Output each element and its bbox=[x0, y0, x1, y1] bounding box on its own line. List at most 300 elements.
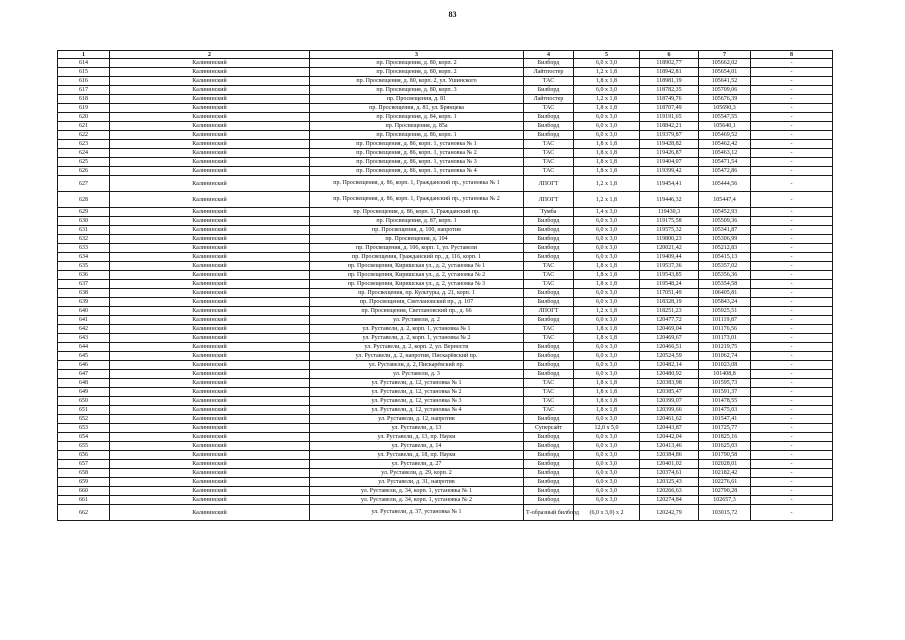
table-row bbox=[58, 325, 833, 334]
structure-type-cell: Билборд bbox=[524, 86, 574, 95]
coord-x-cell: 120383,98 bbox=[640, 379, 699, 388]
size-cell: 1,8 х 1,8 bbox=[574, 388, 640, 397]
coord-y-cell: 101176,56 bbox=[699, 325, 751, 334]
structure-type-cell: ТАС bbox=[524, 325, 574, 334]
table-row bbox=[58, 131, 833, 140]
coord-x-cell: 118842,21 bbox=[640, 122, 699, 131]
table-row bbox=[58, 352, 833, 361]
note-cell: - bbox=[751, 95, 833, 104]
note-cell: - bbox=[751, 388, 833, 397]
col-header-2: 2 bbox=[110, 51, 310, 59]
coord-x-cell: 117051,49 bbox=[640, 289, 699, 298]
row-number-cell: 636 bbox=[58, 271, 110, 280]
note-cell: - bbox=[751, 415, 833, 424]
coord-x-cell: 118782,35 bbox=[640, 86, 699, 95]
address-cell: ул. Руставели, д. 2, напротив, Пискарёвский пр. bbox=[310, 352, 524, 361]
structure-type-cell: ТАС bbox=[524, 280, 574, 289]
structure-type-cell: ТАС bbox=[524, 406, 574, 415]
coord-y-cell: 101219,75 bbox=[699, 343, 751, 352]
district-cell: Калининский bbox=[110, 244, 310, 253]
coord-y-cell: 105925,51 bbox=[699, 307, 751, 316]
address-cell: ул. Руставели, д. 2, Пискарёвский пр. bbox=[310, 361, 524, 370]
table-row bbox=[58, 235, 833, 244]
district-cell: Калининский bbox=[110, 316, 310, 325]
district-cell: Калининский bbox=[110, 496, 310, 505]
district-cell: Калининский bbox=[110, 451, 310, 460]
district-cell: Калининский bbox=[110, 208, 310, 217]
structure-type-cell: Билборд bbox=[524, 442, 574, 451]
coord-y-cell: 105463,12 bbox=[699, 149, 751, 158]
coord-x-cell: 120443,87 bbox=[640, 424, 699, 433]
size-cell: 6,0 х 3,0 bbox=[574, 460, 640, 469]
note-cell: - bbox=[751, 113, 833, 122]
coord-y-cell: 105444,56 bbox=[699, 176, 751, 192]
size-cell: 1,8 х 1,8 bbox=[574, 262, 640, 271]
structure-type-cell: ТАС bbox=[524, 158, 574, 167]
address-cell: пр. Просвещения, Светлановский пр., д. 66 bbox=[310, 307, 524, 316]
table-row bbox=[58, 406, 833, 415]
coord-y-cell: 105469,52 bbox=[699, 131, 751, 140]
district-cell: Калининский bbox=[110, 307, 310, 316]
district-cell: Калининский bbox=[110, 217, 310, 226]
district-cell: Калининский bbox=[110, 131, 310, 140]
table-row bbox=[58, 158, 833, 167]
coord-y-cell: 101595,73 bbox=[699, 379, 751, 388]
address-cell: пр. Просвещения, д. 86, корп. 1 bbox=[310, 131, 524, 140]
row-number-cell: 645 bbox=[58, 352, 110, 361]
table-row bbox=[58, 478, 833, 487]
coord-x-cell: 120399,07 bbox=[640, 397, 699, 406]
row-number-cell: 628 bbox=[58, 192, 110, 208]
size-cell: 6,0 х 3,0 bbox=[574, 469, 640, 478]
structure-type-cell: Билборд bbox=[524, 59, 574, 68]
row-number-cell: 647 bbox=[58, 370, 110, 379]
coord-x-cell: 119175,58 bbox=[640, 217, 699, 226]
structure-type-cell: ЛПОГТ bbox=[524, 192, 574, 208]
table-row bbox=[58, 86, 833, 95]
district-cell: Калининский bbox=[110, 176, 310, 192]
coord-x-cell: 118981,19 bbox=[640, 77, 699, 86]
note-cell: - bbox=[751, 149, 833, 158]
size-cell: 6,0 х 3,0 bbox=[574, 235, 640, 244]
row-number-cell: 617 bbox=[58, 86, 110, 95]
coord-x-cell: 120442,04 bbox=[640, 433, 699, 442]
address-cell: пр. Просвещения, Киришская ул., д. 2, установка № 2 bbox=[310, 271, 524, 280]
table-row bbox=[58, 388, 833, 397]
coord-y-cell: 105341,87 bbox=[699, 226, 751, 235]
coord-x-cell: 120374,61 bbox=[640, 469, 699, 478]
row-number-cell: 660 bbox=[58, 487, 110, 496]
coord-y-cell: 101625,03 bbox=[699, 442, 751, 451]
address-cell: пр. Просвещения, д. 85а bbox=[310, 122, 524, 131]
note-cell: - bbox=[751, 235, 833, 244]
size-cell: 6,0 х 3,0 bbox=[574, 226, 640, 235]
structure-type-cell: Билборд bbox=[524, 433, 574, 442]
note-cell: - bbox=[751, 104, 833, 113]
district-cell: Калининский bbox=[110, 68, 310, 77]
address-cell: ул. Руставели, д. 34, корп. 1, установка № 1 bbox=[310, 487, 524, 496]
table-row bbox=[58, 343, 833, 352]
row-number-cell: 648 bbox=[58, 379, 110, 388]
coord-y-cell: 101408,8 bbox=[699, 370, 751, 379]
address-cell: ул. Руставели, д. 13, пр. Науки bbox=[310, 433, 524, 442]
address-cell: пр. Просвещения, Киришская ул., д. 2, установка № 3 bbox=[310, 280, 524, 289]
note-cell: - bbox=[751, 361, 833, 370]
table-row bbox=[58, 442, 833, 451]
coord-x-cell: 119454,41 bbox=[640, 176, 699, 192]
coord-x-cell: 118942,81 bbox=[640, 68, 699, 77]
row-number-cell: 659 bbox=[58, 478, 110, 487]
coord-y-cell: 103015,72 bbox=[699, 505, 751, 521]
row-number-cell: 658 bbox=[58, 469, 110, 478]
size-cell: 1,8 х 1,8 bbox=[574, 325, 640, 334]
size-cell: 6,0 х 3,0 bbox=[574, 59, 640, 68]
size-cell: 1,2 х 1,8 bbox=[574, 192, 640, 208]
coord-x-cell: 119537,36 bbox=[640, 262, 699, 271]
note-cell: - bbox=[751, 298, 833, 307]
district-cell: Калининский bbox=[110, 442, 310, 451]
coord-x-cell: 119430,3 bbox=[640, 208, 699, 217]
note-cell: - bbox=[751, 122, 833, 131]
address-cell: пр. Просвещения, д. 100, напротив bbox=[310, 226, 524, 235]
row-number-cell: 640 bbox=[58, 307, 110, 316]
address-cell: пр. Просвещения, д. 81, ул. Брянцева bbox=[310, 104, 524, 113]
coord-y-cell: 105354,58 bbox=[699, 280, 751, 289]
size-cell: 1,4 х 3,0 bbox=[574, 208, 640, 217]
col-header-6: 6 bbox=[640, 51, 699, 59]
coord-x-cell: 120385,47 bbox=[640, 388, 699, 397]
district-cell: Калининский bbox=[110, 424, 310, 433]
district-cell: Калининский bbox=[110, 460, 310, 469]
col-header-8: 8 bbox=[751, 51, 833, 59]
district-cell: Калининский bbox=[110, 167, 310, 176]
coord-x-cell: 120401,02 bbox=[640, 460, 699, 469]
table-row bbox=[58, 176, 833, 192]
note-cell: - bbox=[751, 496, 833, 505]
row-number-cell: 643 bbox=[58, 334, 110, 343]
column-number-row bbox=[58, 51, 833, 59]
table-row bbox=[58, 140, 833, 149]
size-cell: (6,0 х 3,0) х 2 bbox=[574, 505, 640, 521]
row-number-cell: 630 bbox=[58, 217, 110, 226]
note-cell: - bbox=[751, 244, 833, 253]
row-number-cell: 631 bbox=[58, 226, 110, 235]
structure-type-cell: Билборд bbox=[524, 370, 574, 379]
address-cell: пр. Просвещения, д. 80, корп. 2 bbox=[310, 68, 524, 77]
district-cell: Калининский bbox=[110, 379, 310, 388]
size-cell: 6,0 х 3,0 bbox=[574, 487, 640, 496]
size-cell: 6,0 х 3,0 bbox=[574, 316, 640, 325]
coord-x-cell: 120466,51 bbox=[640, 343, 699, 352]
structure-type-cell: ТАС bbox=[524, 397, 574, 406]
coord-y-cell: 105662,02 bbox=[699, 59, 751, 68]
district-cell: Калининский bbox=[110, 271, 310, 280]
coord-x-cell: 119379,87 bbox=[640, 131, 699, 140]
table-row bbox=[58, 217, 833, 226]
col-header-5: 5 bbox=[574, 51, 640, 59]
coord-y-cell: 105547,55 bbox=[699, 113, 751, 122]
address-cell: ул. Руставели, д. 37, установка № 1 bbox=[310, 505, 524, 521]
structure-type-cell: Тумба bbox=[524, 208, 574, 217]
size-cell: 6,0 х 3,0 bbox=[574, 361, 640, 370]
coord-y-cell: 105843,24 bbox=[699, 298, 751, 307]
table-row bbox=[58, 505, 833, 521]
col-header-1: 1 bbox=[58, 51, 110, 59]
structure-type-cell: Т-образный билборд bbox=[524, 505, 574, 521]
structure-type-cell: ТАС bbox=[524, 388, 574, 397]
note-cell: - bbox=[751, 253, 833, 262]
address-cell: ул. Руставели, д. 14 bbox=[310, 442, 524, 451]
structure-type-cell: ТАС bbox=[524, 77, 574, 86]
coord-y-cell: 102276,61 bbox=[699, 478, 751, 487]
note-cell: - bbox=[751, 271, 833, 280]
row-number-cell: 638 bbox=[58, 289, 110, 298]
table-row bbox=[58, 298, 833, 307]
row-number-cell: 614 bbox=[58, 59, 110, 68]
address-cell: ул. Руставели, д. 34, корп. 1, установка № 2 bbox=[310, 496, 524, 505]
address-cell: ул. Руставели, д. 12, установка № 4 bbox=[310, 406, 524, 415]
structure-type-cell: ЛПОГТ bbox=[524, 307, 574, 316]
size-cell: 1,8 х 1,8 bbox=[574, 77, 640, 86]
row-number-cell: 656 bbox=[58, 451, 110, 460]
table-row bbox=[58, 361, 833, 370]
coord-x-cell: 120477,72 bbox=[640, 316, 699, 325]
structure-type-cell: ТАС bbox=[524, 262, 574, 271]
address-cell: пр. Просвещения, д. 86, корп. 1, установка № 3 bbox=[310, 158, 524, 167]
district-cell: Калининский bbox=[110, 235, 310, 244]
size-cell: 6,0 х 3,0 bbox=[574, 217, 640, 226]
coord-y-cell: 105472,86 bbox=[699, 167, 751, 176]
row-number-cell: 619 bbox=[58, 104, 110, 113]
size-cell: 1,8 х 1,8 bbox=[574, 167, 640, 176]
table-row bbox=[58, 487, 833, 496]
coord-y-cell: 105709,06 bbox=[699, 86, 751, 95]
address-cell: пр. Просвещения, д. 87, корп. 1 bbox=[310, 217, 524, 226]
col-header-4: 4 bbox=[524, 51, 574, 59]
table-row bbox=[58, 59, 833, 68]
district-cell: Калининский bbox=[110, 140, 310, 149]
note-cell: - bbox=[751, 343, 833, 352]
district-cell: Калининский bbox=[110, 59, 310, 68]
structure-type-cell: ТАС bbox=[524, 140, 574, 149]
structure-type-cell: Билборд bbox=[524, 253, 574, 262]
size-cell: 1,8 х 1,8 bbox=[574, 104, 640, 113]
coord-x-cell: 119191,65 bbox=[640, 113, 699, 122]
coord-y-cell: 102657,3 bbox=[699, 496, 751, 505]
address-cell: ул. Руставели, д. 2 bbox=[310, 316, 524, 325]
coord-y-cell: 105356,36 bbox=[699, 271, 751, 280]
address-cell: ул. Руставели, д. 13 bbox=[310, 424, 524, 433]
size-cell: 1,8 х 1,8 bbox=[574, 406, 640, 415]
note-cell: - bbox=[751, 469, 833, 478]
size-cell: 6,0 х 3,0 bbox=[574, 352, 640, 361]
address-cell: ул. Руставели, д. 12, установка № 3 bbox=[310, 397, 524, 406]
row-number-cell: 649 bbox=[58, 388, 110, 397]
size-cell: 6,0 х 3,0 bbox=[574, 478, 640, 487]
structure-type-cell: Билборд bbox=[524, 244, 574, 253]
address-cell: ул. Руставели, д. 18, пр. Науки bbox=[310, 451, 524, 460]
size-cell: 6,0 х 3,0 bbox=[574, 131, 640, 140]
address-cell: пр. Просвещения, д. 86, корп. 1, установка № 4 bbox=[310, 167, 524, 176]
coord-y-cell: 101173,01 bbox=[699, 334, 751, 343]
structure-type-cell: ТАС bbox=[524, 379, 574, 388]
address-cell: ул. Руставели, д. 2, корп. 1, установка № 1 bbox=[310, 325, 524, 334]
coord-y-cell: 105462,42 bbox=[699, 140, 751, 149]
note-cell: - bbox=[751, 77, 833, 86]
structure-type-cell: ТАС bbox=[524, 334, 574, 343]
note-cell: - bbox=[751, 352, 833, 361]
district-cell: Калининский bbox=[110, 122, 310, 131]
table-row bbox=[58, 167, 833, 176]
note-cell: - bbox=[751, 59, 833, 68]
coord-x-cell: 119543,85 bbox=[640, 271, 699, 280]
structure-type-cell: Билборд bbox=[524, 415, 574, 424]
structure-type-cell: Билборд bbox=[524, 131, 574, 140]
row-number-cell: 618 bbox=[58, 95, 110, 104]
district-cell: Калининский bbox=[110, 388, 310, 397]
table-row bbox=[58, 122, 833, 131]
table-row bbox=[58, 77, 833, 86]
table-row bbox=[58, 379, 833, 388]
coord-y-cell: 105452,93 bbox=[699, 208, 751, 217]
structure-type-cell: Лайтпостер bbox=[524, 68, 574, 77]
district-cell: Калининский bbox=[110, 104, 310, 113]
note-cell: - bbox=[751, 442, 833, 451]
note-cell: - bbox=[751, 325, 833, 334]
coord-x-cell: 119446,32 bbox=[640, 192, 699, 208]
coord-x-cell: 120242,79 bbox=[640, 505, 699, 521]
district-cell: Калининский bbox=[110, 149, 310, 158]
coord-x-cell: 120469,67 bbox=[640, 334, 699, 343]
size-cell: 1,2 х 1,8 bbox=[574, 68, 640, 77]
note-cell: - bbox=[751, 217, 833, 226]
row-number-cell: 653 bbox=[58, 424, 110, 433]
address-cell: ул. Руставели, д. 29, корп. 2 bbox=[310, 469, 524, 478]
address-cell: пр. Просвещения, Киришская ул., д. 2, установка № 1 bbox=[310, 262, 524, 271]
coord-x-cell: 119575,32 bbox=[640, 226, 699, 235]
table-row bbox=[58, 192, 833, 208]
table-row bbox=[58, 262, 833, 271]
page-number: 83 bbox=[448, 10, 457, 19]
note-cell: - bbox=[751, 86, 833, 95]
coord-y-cell: 101547,41 bbox=[699, 415, 751, 424]
row-number-cell: 625 bbox=[58, 158, 110, 167]
structure-type-cell: Билборд bbox=[524, 469, 574, 478]
address-cell: пр. Просвещения, д. 84, корп. 1 bbox=[310, 113, 524, 122]
structure-type-cell: ЛПОГТ bbox=[524, 176, 574, 192]
district-cell: Калининский bbox=[110, 469, 310, 478]
address-cell: ул. Руставели, д. 12, установка № 1 bbox=[310, 379, 524, 388]
district-cell: Калининский bbox=[110, 397, 310, 406]
district-cell: Калининский bbox=[110, 77, 310, 86]
address-cell: пр. Просвещения, Гражданский пр., д. 116, корп. 1 bbox=[310, 253, 524, 262]
note-cell: - bbox=[751, 131, 833, 140]
row-number-cell: 626 bbox=[58, 167, 110, 176]
structure-type-cell: Билборд bbox=[524, 113, 574, 122]
table-row bbox=[58, 208, 833, 217]
table-row bbox=[58, 424, 833, 433]
size-cell: 6,0 х 3,0 bbox=[574, 289, 640, 298]
table-row bbox=[58, 113, 833, 122]
district-cell: Калининский bbox=[110, 226, 310, 235]
note-cell: - bbox=[751, 307, 833, 316]
size-cell: 6,0 х 3,0 bbox=[574, 433, 640, 442]
note-cell: - bbox=[751, 505, 833, 521]
size-cell: 1,8 х 1,8 bbox=[574, 140, 640, 149]
coord-x-cell: 120021,42 bbox=[640, 244, 699, 253]
address-cell: пр. Просвещения, Светлановский пр., д. 107 bbox=[310, 298, 524, 307]
table-row bbox=[58, 469, 833, 478]
table-row bbox=[58, 460, 833, 469]
address-cell: пр. Просвещения, д. 80, корп. 3 bbox=[310, 86, 524, 95]
note-cell: - bbox=[751, 226, 833, 235]
coord-y-cell: 105415,13 bbox=[699, 253, 751, 262]
structure-type-cell: ТАС bbox=[524, 167, 574, 176]
district-cell: Калининский bbox=[110, 192, 310, 208]
coord-x-cell: 119800,23 bbox=[640, 235, 699, 244]
coord-x-cell: 120469,04 bbox=[640, 325, 699, 334]
structure-type-cell: ТАС bbox=[524, 271, 574, 280]
coord-x-cell: 120413,46 bbox=[640, 442, 699, 451]
address-cell: пр. Просвещения, пр. Культуры, д. 21, корп. 1 bbox=[310, 289, 524, 298]
coord-x-cell: 120274,84 bbox=[640, 496, 699, 505]
row-number-cell: 655 bbox=[58, 442, 110, 451]
coord-x-cell: 120480,92 bbox=[640, 370, 699, 379]
row-number-cell: 632 bbox=[58, 235, 110, 244]
address-cell: пр. Просвещения, д. 86, корп. 1, Гражданский пр. bbox=[310, 208, 524, 217]
address-cell: пр. Просвещения, д. 106, корп. 1, ул. Руставели bbox=[310, 244, 524, 253]
coord-y-cell: 105640,1 bbox=[699, 122, 751, 131]
row-number-cell: 633 bbox=[58, 244, 110, 253]
structure-type-cell: Билборд bbox=[524, 343, 574, 352]
size-cell: 12,0 х 5,0 bbox=[574, 424, 640, 433]
address-cell: пр. Просвещения, д. 86, корп. 1, Гражданский пр., установка № 1 bbox=[310, 176, 524, 192]
row-number-cell: 634 bbox=[58, 253, 110, 262]
row-number-cell: 635 bbox=[58, 262, 110, 271]
note-cell: - bbox=[751, 262, 833, 271]
size-cell: 6,0 х 3,0 bbox=[574, 496, 640, 505]
structure-type-cell: Билборд bbox=[524, 298, 574, 307]
coord-x-cell: 118328,19 bbox=[640, 298, 699, 307]
coord-y-cell: 101119,87 bbox=[699, 316, 751, 325]
coord-y-cell: 105471,54 bbox=[699, 158, 751, 167]
size-cell: 1,8 х 1,8 bbox=[574, 158, 640, 167]
table-row bbox=[58, 289, 833, 298]
coord-y-cell: 101725,77 bbox=[699, 424, 751, 433]
district-cell: Калининский bbox=[110, 361, 310, 370]
coord-y-cell: 105509,36 bbox=[699, 217, 751, 226]
row-number-cell: 651 bbox=[58, 406, 110, 415]
structure-type-cell: Билборд bbox=[524, 235, 574, 244]
district-cell: Калининский bbox=[110, 262, 310, 271]
coord-x-cell: 118707,49 bbox=[640, 104, 699, 113]
table-row bbox=[58, 415, 833, 424]
note-cell: - bbox=[751, 460, 833, 469]
size-cell: 1,8 х 1,8 bbox=[574, 271, 640, 280]
size-cell: 6,0 х 3,0 bbox=[574, 343, 640, 352]
structure-type-cell: Билборд bbox=[524, 122, 574, 131]
row-number-cell: 622 bbox=[58, 131, 110, 140]
size-cell: 6,0 х 3,0 bbox=[574, 253, 640, 262]
address-cell: ул. Руставели, д. 12, установка № 2 bbox=[310, 388, 524, 397]
address-cell: ул. Руставели, д. 2, корп. 1, установка № 2 bbox=[310, 334, 524, 343]
note-cell: - bbox=[751, 316, 833, 325]
district-cell: Калининский bbox=[110, 298, 310, 307]
note-cell: - bbox=[751, 433, 833, 442]
coord-x-cell: 118902,77 bbox=[640, 59, 699, 68]
size-cell: 6,0 х 3,0 bbox=[574, 298, 640, 307]
district-cell: Калининский bbox=[110, 325, 310, 334]
